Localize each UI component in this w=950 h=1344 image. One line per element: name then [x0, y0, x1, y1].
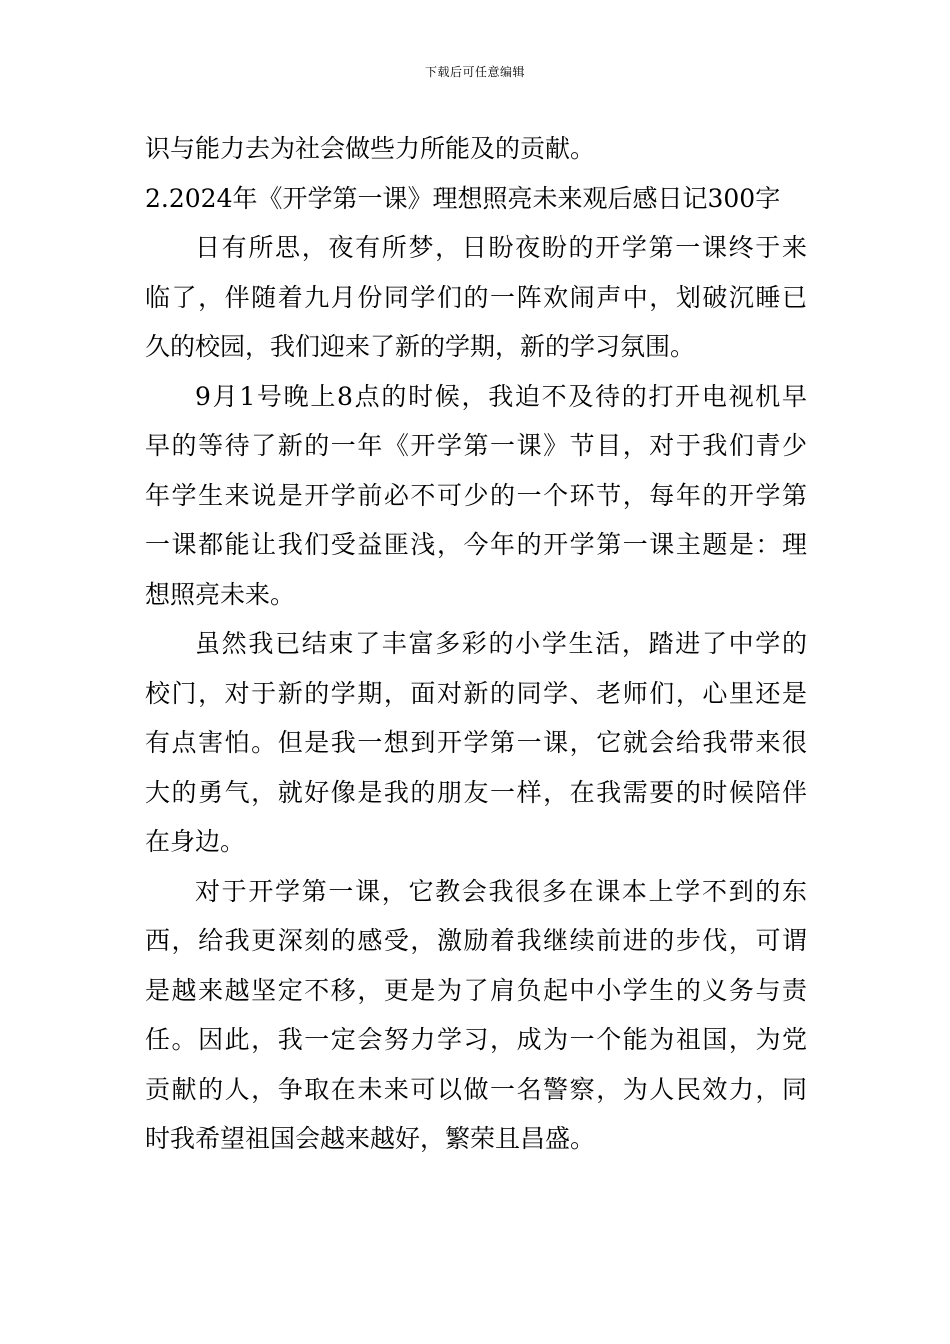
paragraph-line: 西，给我更深刻的感受，激励着我继续前进的步伐，可谓	[145, 926, 807, 955]
paragraph-line: 久的校园，我们迎来了新的学期，新的学习氛围。	[145, 332, 696, 361]
paragraph-line: 在身边。	[145, 827, 246, 856]
paragraph-line: 日有所思，夜有所梦，日盼夜盼的开学第一课终于来	[195, 233, 807, 262]
paragraph-line: 是越来越坚定不移，更是为了肩负起中小学生的义务与责	[145, 975, 807, 1005]
paragraph-line: 时我希望祖国会越来越好，繁荣且昌盛。	[145, 1124, 596, 1153]
paragraph-line: 校门，对于新的学期，面对新的同学、老师们，心里还是	[145, 678, 807, 708]
paragraph-line: 想照亮未来。	[145, 579, 296, 609]
paragraph-line: 大的勇气，就好像是我的朋友一样，在我需要的时候陪伴	[145, 777, 807, 807]
page-header-note: 下载后可任意编辑	[424, 65, 525, 79]
paragraph-line: 贡献的人，争取在未来可以做一名警察，为人民效力，同	[145, 1074, 807, 1104]
paragraph-line: 识与能力去为社会做些力所能及的贡献。	[145, 134, 596, 163]
paragraph-line: 9月1号晚上8点的时候，我迫不及待的打开电视机早	[195, 381, 807, 411]
paragraph-line: 年学生来说是开学前必不可少的一个环节，每年的开学第	[145, 480, 807, 510]
paragraph-line: 早的等待了新的一年《开学第一课》节目，对于我们青少	[145, 431, 807, 460]
paragraph-line: 有点害怕。但是我一想到开学第一课，它就会给我带来很	[145, 728, 807, 757]
paragraph-line: 虽然我已结束了丰富多彩的小学生活，踏进了中学的	[195, 629, 807, 658]
paragraph-line: 对于开学第一课，它教会我很多在课本上学不到的东	[195, 876, 807, 906]
document-body	[145, 124, 807, 1164]
paragraph-line: 任。因此，我一定会努力学习，成为一个能为祖国，为党	[145, 1025, 807, 1054]
section-heading: 2.2024年《开学第一课》理想照亮未来观后感日记300字	[145, 183, 781, 213]
paragraph-line: 一课都能让我们受益匪浅，今年的开学第一课主题是：理	[145, 530, 807, 559]
paragraph-line: 临了，伴随着九月份同学们的一阵欢闹声中，划破沉睡已	[145, 282, 807, 312]
